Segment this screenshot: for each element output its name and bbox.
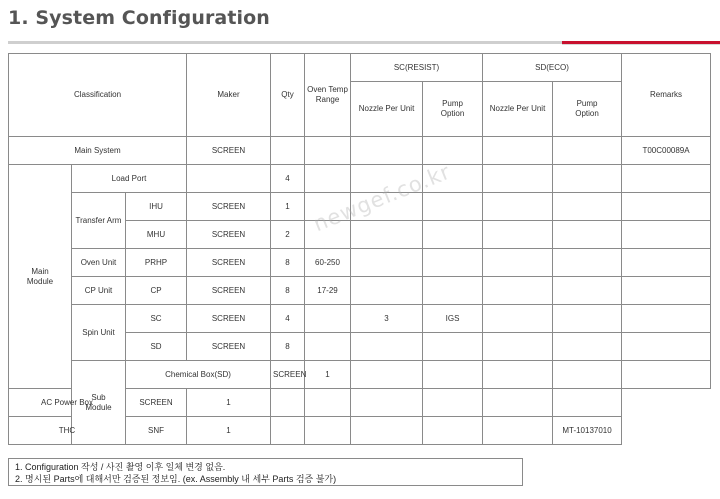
row-label: Main System xyxy=(9,137,187,165)
cell-maker: SCREEN xyxy=(187,137,271,165)
cell-sd-pump xyxy=(483,389,553,417)
cell-sc-pump xyxy=(351,417,423,445)
cell-qty: 4 xyxy=(271,305,305,333)
cell-sc-nozzle xyxy=(351,221,423,249)
cell-sc-pump xyxy=(423,221,483,249)
cell-remarks xyxy=(622,305,711,333)
header-remarks: Remarks xyxy=(622,54,711,137)
cell-sd-pump xyxy=(553,249,622,277)
table-row xyxy=(9,389,711,417)
row-label: SD xyxy=(126,333,187,361)
cell-sc-pump xyxy=(423,277,483,305)
cell-sc-pump xyxy=(423,333,483,361)
cell-remarks: MT-10137010 xyxy=(553,417,622,445)
cell-remarks: T00C00089A xyxy=(622,137,711,165)
watermark: newgef.co.kr xyxy=(310,159,455,237)
cell-remarks xyxy=(622,277,711,305)
cell-sd-pump xyxy=(553,277,622,305)
table-row xyxy=(9,417,711,445)
cell-sd-pump xyxy=(553,333,622,361)
cell-maker: SCREEN xyxy=(187,193,271,221)
cell-sd-nozzle xyxy=(553,361,622,389)
cell-sd-nozzle xyxy=(423,417,483,445)
notes-box xyxy=(8,458,523,486)
row-label: MHU xyxy=(126,221,187,249)
cell-maker: SCREEN xyxy=(187,221,271,249)
cell-qty: 2 xyxy=(271,221,305,249)
page-title: 1. System Configuration xyxy=(8,7,270,29)
header-sd-nozzle-per-unit: Nozzle Per Unit xyxy=(483,82,553,137)
cell-sc-nozzle xyxy=(423,361,483,389)
configuration-table xyxy=(8,53,711,445)
cell-sd-nozzle xyxy=(483,249,553,277)
cell-qty: 8 xyxy=(271,333,305,361)
row-label: IHU xyxy=(126,193,187,221)
cell-sd-nozzle xyxy=(483,221,553,249)
cell-sd-nozzle xyxy=(483,193,553,221)
cell-maker: SNF xyxy=(126,417,187,445)
cell-qty: 1 xyxy=(305,361,351,389)
cell-oven xyxy=(305,333,351,361)
row-label: CP Unit xyxy=(72,277,126,305)
cell-sc-pump xyxy=(351,389,423,417)
cell-oven xyxy=(271,389,305,417)
cell-maker: SCREEN xyxy=(187,277,271,305)
row-label: AC Power Box xyxy=(9,389,126,417)
cell-sc-nozzle xyxy=(305,417,351,445)
header-sd-eco: SD(ECO) xyxy=(483,54,622,82)
cell-oven xyxy=(305,305,351,333)
cell-sc-nozzle xyxy=(351,333,423,361)
group-transfer-arm: Transfer Arm xyxy=(72,193,126,249)
cell-sc-nozzle xyxy=(351,277,423,305)
row-label: Oven Unit xyxy=(72,249,126,277)
cell-oven xyxy=(351,361,423,389)
cell-oven: 60-250 xyxy=(305,249,351,277)
cell-sc-pump xyxy=(423,249,483,277)
cell-sd-pump xyxy=(553,193,622,221)
cell-sd-pump xyxy=(622,361,711,389)
cell-qty: 1 xyxy=(187,417,271,445)
header-sc-nozzle-per-unit: Nozzle Per Unit xyxy=(351,82,423,137)
table-row xyxy=(9,249,711,277)
cell-sd-nozzle xyxy=(483,165,553,193)
header-classification: Classification xyxy=(9,54,187,137)
cell-oven xyxy=(305,165,351,193)
row-sublabel: PRHP xyxy=(126,249,187,277)
table-header-row xyxy=(9,54,711,82)
row-sublabel: CP xyxy=(126,277,187,305)
group-main-module: Main Module xyxy=(9,165,72,389)
cell-maker: SCREEN xyxy=(126,389,187,417)
group-sub-module: Sub Module xyxy=(72,361,126,445)
table-row xyxy=(9,137,711,165)
row-label: Load Port xyxy=(72,165,187,193)
cell-remarks xyxy=(553,389,622,417)
title-divider-thin xyxy=(562,44,720,45)
row-label: SC xyxy=(126,305,187,333)
cell-remarks xyxy=(622,333,711,361)
cell-sc-nozzle xyxy=(351,249,423,277)
cell-maker: SCREEN xyxy=(187,333,271,361)
cell-sc-pump xyxy=(483,361,553,389)
cell-qty: 4 xyxy=(271,165,305,193)
cell-sc-nozzle xyxy=(351,137,423,165)
cell-maker xyxy=(187,165,271,193)
cell-qty: 8 xyxy=(271,277,305,305)
header-qty: Qty xyxy=(271,54,305,137)
cell-sd-pump xyxy=(553,221,622,249)
cell-sc-pump xyxy=(423,137,483,165)
cell-sd-nozzle xyxy=(423,389,483,417)
cell-sd-pump xyxy=(553,137,622,165)
cell-qty: 1 xyxy=(271,193,305,221)
cell-qty: 8 xyxy=(271,249,305,277)
cell-remarks xyxy=(622,249,711,277)
cell-remarks xyxy=(622,193,711,221)
cell-maker: SCREEN xyxy=(187,249,271,277)
cell-oven xyxy=(305,137,351,165)
cell-sd-pump xyxy=(483,417,553,445)
cell-oven xyxy=(271,417,305,445)
note-line: 1. Configuration 작성 / 사진 촬영 이후 일체 변경 없음. xyxy=(15,462,226,472)
cell-sc-pump: IGS xyxy=(423,305,483,333)
cell-sd-pump xyxy=(553,305,622,333)
title-divider xyxy=(8,41,562,44)
cell-sc-nozzle: 3 xyxy=(351,305,423,333)
cell-oven: 17-29 xyxy=(305,277,351,305)
group-spin-unit: Spin Unit xyxy=(72,305,126,361)
cell-sd-pump xyxy=(553,165,622,193)
cell-remarks xyxy=(622,221,711,249)
header-sd-pump-option: Pump Option xyxy=(553,82,622,137)
header-oven-temp-range: Oven Temp Range xyxy=(305,54,351,137)
cell-sd-nozzle xyxy=(483,137,553,165)
row-label: THC xyxy=(9,417,126,445)
cell-remarks xyxy=(622,165,711,193)
table-row xyxy=(9,361,711,389)
cell-qty: 1 xyxy=(187,389,271,417)
header-sc-resist: SC(RESIST) xyxy=(351,54,483,82)
table-row xyxy=(9,165,711,193)
cell-sd-nozzle xyxy=(483,277,553,305)
cell-sc-pump xyxy=(423,193,483,221)
cell-sd-nozzle xyxy=(483,305,553,333)
cell-maker: SCREEN xyxy=(187,305,271,333)
cell-maker: SCREEN xyxy=(271,361,305,389)
header-sc-pump-option: Pump Option xyxy=(423,82,483,137)
cell-sc-nozzle xyxy=(305,389,351,417)
header-maker: Maker xyxy=(187,54,271,137)
cell-qty xyxy=(271,137,305,165)
table-row xyxy=(9,277,711,305)
table-row xyxy=(9,305,711,333)
cell-sd-nozzle xyxy=(483,333,553,361)
note-line: 2. 명시된 Parts에 대해서만 검증된 정보임. (ex. Assembly 내 세부 Parts 검증 불가) xyxy=(15,474,337,484)
row-label: Chemical Box(SD) xyxy=(126,361,271,389)
